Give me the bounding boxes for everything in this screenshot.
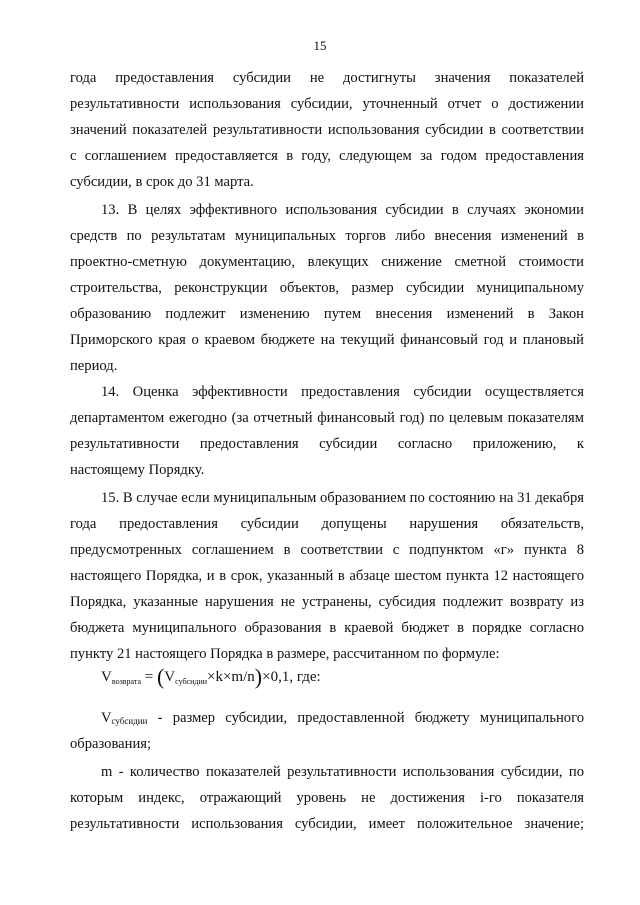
formula-v-sub: возврата (111, 677, 141, 686)
definition-v-sub: субсидии (111, 716, 148, 726)
formula (101, 665, 321, 694)
text-line: значений показателей результативности использования субсидии в соответствии (70, 122, 584, 138)
formula-body: ×k×m/n (207, 669, 255, 685)
text-line: которым индекс, отражающий уровень не достижения i-го показателя (70, 790, 584, 806)
text-line: пункту 21 настоящего Порядка в размере, рассчитанном по формуле: (70, 646, 500, 662)
text-line: года предоставления субсидии допущены нарушения обязательств, (70, 516, 584, 532)
text-line: субсидии, в срок до 31 марта. (70, 174, 254, 190)
text-line: результативности использования субсидии, уточненный отчет о достижении (70, 96, 584, 112)
text-line: года предоставления субсидии не достигнуты значения показателей (70, 70, 584, 86)
paragraph-13-first-line: 13. В целях эффективного использования субсидии в случаях экономии (101, 202, 584, 218)
text-line: средств по результатам муниципальных торгов либо внесения изменений в (70, 228, 584, 244)
text-line: образования; (70, 736, 152, 752)
text-line: бюджета муниципального образования в краевой бюджет в порядке согласно (70, 620, 584, 636)
text-line: проектно-сметную документацию, влекущих снижение сметной стоимости (70, 254, 584, 270)
text-line: образованию подлежит изменению путем внесения изменений в Закон (70, 306, 584, 322)
paragraph-15-first-line: 15. В случае если муниципальным образованием по состоянию на 31 декабря (101, 490, 584, 506)
definition-m-first-line: m - количество показателей результативности использования субсидии, по (101, 764, 584, 780)
formula-close-paren: ) (254, 664, 263, 689)
paragraph-14-first-line: 14. Оценка эффективности предоставления субсидии осуществляется (101, 384, 584, 400)
page-number: 15 (313, 38, 327, 53)
text-line: строительства, реконструкции объектов, размер субсидии муниципальному (70, 280, 584, 296)
text-line: с соглашением предоставляется в году, следующем за годом предоставления (70, 148, 584, 164)
text-line: настоящему Порядку. (70, 462, 205, 478)
text-line: результативности предоставления субсидии согласно приложению, к (70, 436, 584, 452)
definition-v-symbol: V (101, 710, 112, 726)
formula-v2: V (164, 669, 176, 685)
text-line: настоящего Порядка, и в срок, указанный в абзаце шестом пункта 12 настоящего (70, 568, 584, 584)
definition-v-line (101, 708, 584, 731)
text-line: Приморского края о краевом бюджете на текущий финансовый год и плановый (70, 332, 584, 348)
text-line: результативности использования субсидии, имеет положительное значение; (70, 816, 584, 832)
formula-tail: ×0,1 (262, 669, 290, 685)
formula-v: V (101, 669, 112, 685)
text-line: предусмотренных соглашением в соответствии с подпунктом «г» пункта 8 (70, 542, 584, 558)
text-line: департаментом ежегодно (за отчетный финансовый год) по целевым показателям (70, 410, 584, 426)
formula-open-paren: ( (156, 664, 165, 689)
formula-equals: = (144, 669, 154, 685)
formula-v2-sub: субсидии (175, 677, 208, 686)
text-line: Порядка, указанные нарушения не устранены, субсидия подлежит возврату из (70, 594, 584, 610)
definition-v-text: - размер субсидии, предоставленной бюджету муниципального (147, 710, 584, 726)
formula-suffix: , где: (289, 669, 321, 685)
text-line: период. (70, 358, 118, 374)
